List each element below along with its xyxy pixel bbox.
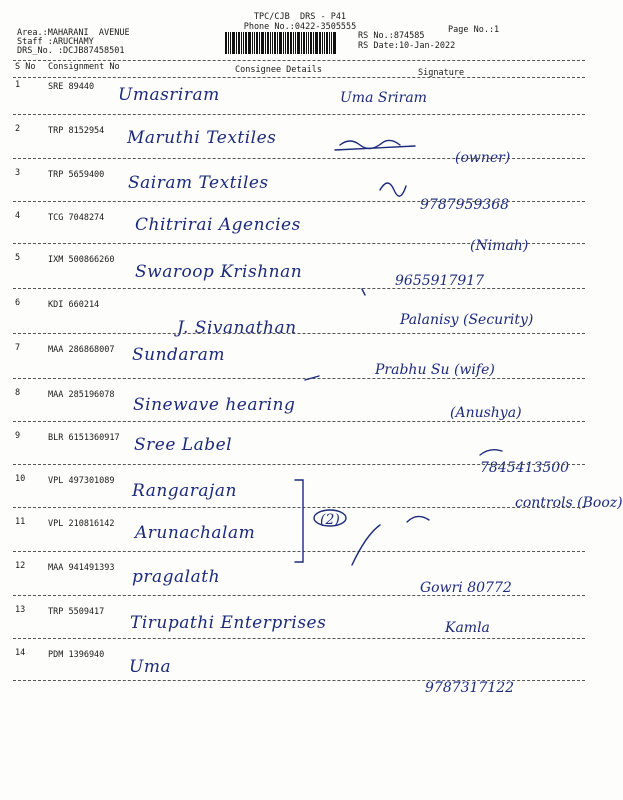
row-consignee-name: Uma	[129, 657, 172, 677]
row-consignee-name: Sinewave hearing	[133, 395, 296, 415]
report-title: TPC/CJB DRS - P41	[253, 12, 347, 22]
row-consignment-no: KDI 660214	[48, 300, 100, 310]
row-sno: 13	[15, 605, 26, 615]
row-sno: 10	[15, 474, 26, 484]
row-consignee-name: Umasriram	[118, 85, 220, 105]
row-consignee-name: Maruthi Textiles	[127, 128, 277, 148]
row-signature: 9655917917	[395, 273, 485, 289]
row-signature: (2)	[320, 512, 340, 528]
row-signature: Kamla	[445, 620, 490, 636]
row-signature: 9787959368	[420, 197, 510, 213]
row-signature: 9787317122	[425, 680, 515, 696]
row-signature: (Nimah)	[470, 238, 529, 254]
row-consignment-no: TRP 5509417	[48, 607, 105, 617]
row-signature: (owner)	[455, 150, 511, 166]
row-sno: 12	[15, 561, 26, 571]
col-sno: S No	[15, 62, 36, 72]
row-consignment-no: BLR 6151360917	[48, 433, 120, 443]
row-consignment-no: MAA 285196078	[48, 390, 115, 400]
row-consignee-name: J. Sivanathan	[177, 318, 297, 338]
row-consignment-no: TCG 7048274	[48, 213, 105, 223]
area-label: Area.:MAHARANI AVENUE	[17, 28, 130, 38]
row-consignment-no: MAA 286868007	[48, 345, 115, 355]
col-signature: Signature	[418, 68, 465, 78]
row-consignee-name: Tirupathi Enterprises	[130, 613, 327, 633]
row-consignment-no: MAA 941491393	[48, 563, 115, 573]
row-sno: 9	[15, 431, 21, 441]
row-consignee-name: Arunachalam	[135, 523, 256, 543]
drs-number: DRS_No. :DCJB87458501	[17, 46, 125, 56]
row-consignment-no: VPL 497301089	[48, 476, 115, 486]
row-sno: 1	[15, 80, 21, 90]
row-sno: 4	[15, 211, 21, 221]
col-consignee: Consignee Details	[235, 65, 322, 75]
row-signature: Gowri 80772	[420, 580, 512, 596]
row-sno: 14	[15, 648, 26, 658]
row-consignee-name: Swaroop Krishnan	[135, 262, 303, 282]
row-signature: (Anushya)	[450, 405, 522, 421]
rs-number: RS No.:874585	[358, 31, 425, 41]
staff-label: Staff :ARUCHAMY	[17, 37, 94, 47]
row-consignment-no: VPL 210816142	[48, 519, 115, 529]
col-consignment: Consignment No	[48, 62, 120, 72]
row-consignee-name: Sree Label	[134, 435, 233, 455]
phone-number: Phone No.:0422-3505555	[243, 22, 357, 32]
row-sno: 6	[15, 298, 21, 308]
row-consignment-no: TRP 8152954	[48, 126, 105, 136]
row-consignee-name: Chitrirai Agencies	[135, 215, 301, 235]
row-consignment-no: PDM 1396940	[48, 650, 105, 660]
row-consignee-name: Sundaram	[132, 345, 225, 365]
row-consignment-no: IXM 500866260	[48, 255, 115, 265]
row-sno: 3	[15, 168, 21, 178]
row-sno: 11	[15, 517, 26, 527]
row-consignee-name: Sairam Textiles	[128, 173, 269, 193]
row-sno: 2	[15, 124, 21, 134]
row-signature: 7845413500	[480, 460, 570, 476]
row-consignee-name: pragalath	[132, 567, 221, 587]
row-signature: Palanisy (Security)	[400, 312, 534, 328]
row-consignee-name: Rangarajan	[132, 481, 237, 501]
rs-date: RS Date:10-Jan-2022	[358, 41, 456, 51]
row-sno: 5	[15, 253, 21, 263]
row-sno: 8	[15, 388, 21, 398]
row-sno: 7	[15, 343, 21, 353]
page-number: Page No.:1	[448, 25, 500, 35]
row-signature: controls (Booz)	[515, 495, 623, 511]
row-consignment-no: TRP 5659400	[48, 170, 105, 180]
row-signature: Prabhu Su (wife)	[375, 362, 495, 378]
row-signature: Uma Sriram	[340, 90, 427, 106]
row-consignment-no: SRE 89440	[48, 82, 95, 92]
